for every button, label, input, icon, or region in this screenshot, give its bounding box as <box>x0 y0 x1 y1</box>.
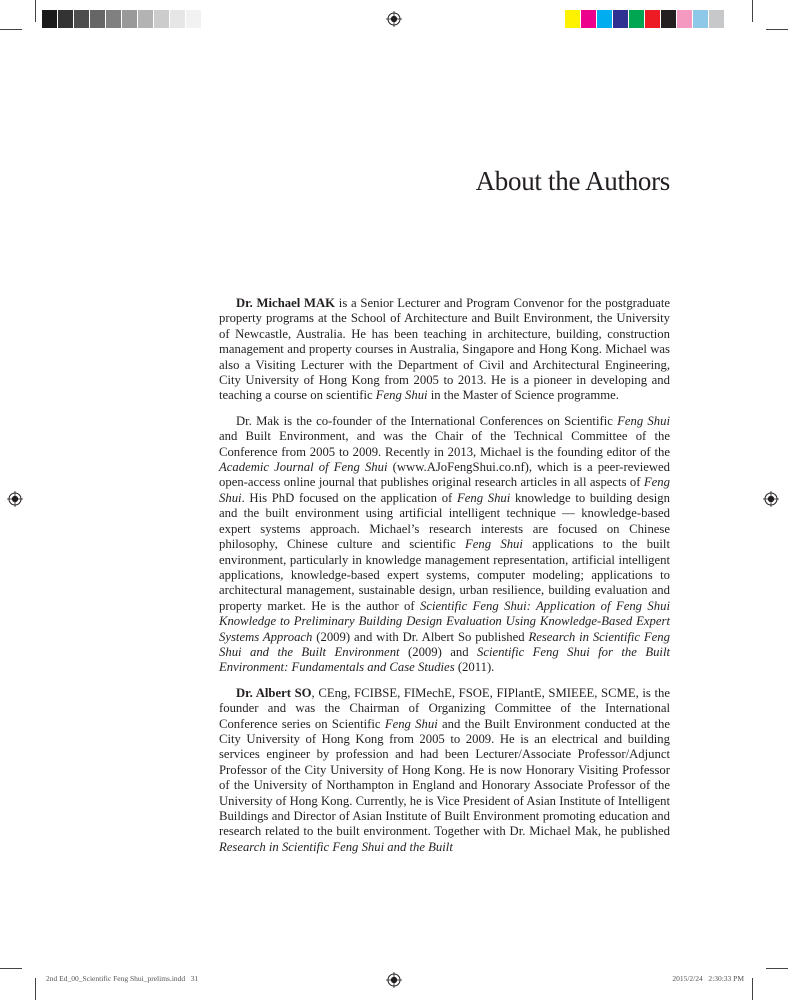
crop-mark <box>35 978 36 1000</box>
text-run: (2011). <box>454 660 495 675</box>
color-swatch <box>581 10 597 28</box>
italic-term: Research in Scientific Feng Shui and the Built Environment <box>219 629 670 659</box>
color-swatch <box>629 10 645 28</box>
italic-term: Academic Journal of Feng Shui <box>219 460 388 475</box>
registration-mark-icon <box>7 491 23 507</box>
color-swatch <box>661 10 677 28</box>
slug-timestamp: 2015/2/24 2:30:33 PM <box>672 974 744 983</box>
italic-term: Scientific Feng Shui: Application of Feng Shui Knowledge to Preliminary Building Design Evaluation Using Knowledge-Based Expert Systems Approach <box>219 598 670 644</box>
color-swatch <box>74 10 90 28</box>
crop-mark <box>0 968 22 969</box>
color-swatch <box>170 10 186 28</box>
color-bar <box>565 10 725 28</box>
crop-mark <box>0 29 22 30</box>
italic-term: Feng Shui <box>384 716 438 731</box>
crop-mark <box>752 0 753 22</box>
text-run: (2009) and with Dr. Albert So published <box>312 629 529 644</box>
paragraph-so-bio <box>219 686 670 855</box>
text-run: in the Master of Science programme. <box>427 388 619 403</box>
text-run: and the Built Environment conducted at the City University of Hong Kong from 2005 to 2009. He is an electrical and building services engineer by profession and had been Lecturer/Associate Professor/Adjunct Professor of the City University of Hong Kong. He is now Honorary Visiting Professor of the University of Northampton in England and Honorary Associate Professor of the University of Hong Kong. Currently, he is Vice President of Asian Institute of Intelligent Buildings and Director of Asian Institute of Built Environment promoting education and research related to the built environment. Together with Dr. Michael Mak, he published <box>219 716 670 839</box>
color-swatch <box>645 10 661 28</box>
italic-term: Feng Shui <box>456 490 511 505</box>
crop-mark <box>35 0 36 22</box>
italic-term: Feng Shui <box>375 388 428 403</box>
color-swatch <box>122 10 138 28</box>
crop-mark <box>766 29 788 30</box>
grayscale-bar <box>42 10 218 28</box>
text-run: (2009) and <box>399 644 478 659</box>
color-swatch <box>58 10 74 28</box>
registration-mark-icon <box>386 11 402 27</box>
color-swatch <box>186 10 202 28</box>
color-swatch <box>154 10 170 28</box>
text-run: Dr. Mak is the co-founder of the International Conferences on Scientific <box>236 413 618 428</box>
color-swatch <box>202 10 218 28</box>
color-swatch <box>677 10 693 28</box>
paragraph-mak-bio <box>219 296 670 404</box>
color-swatch <box>693 10 709 28</box>
body-text <box>219 296 670 855</box>
color-swatch <box>709 10 725 28</box>
color-swatch <box>597 10 613 28</box>
text-run: knowledge to building design and the built environment using artificial intelligent technique — knowledge-based expert systems approach. Michael’s research interests are focused on Chinese philosophy, Chinese culture and scientific <box>219 490 670 552</box>
slug-filename: 2nd Ed_00_Scientific Feng Shui_prelims.indd 31 <box>46 974 199 983</box>
text-run: , CEng, FCIBSE, FIMechE, FSOE, FIPlantE, SMIEEE, SCME, is the founder and was the Chairman of Organizing Committee of the International Conference series on Scientific <box>219 685 670 731</box>
italic-term: Research in Scientific Feng Shui and the Built <box>219 839 453 854</box>
page-title: About the Authors <box>475 166 670 196</box>
color-swatch <box>90 10 106 28</box>
paragraph-mak-research <box>219 414 670 676</box>
registration-mark-icon <box>763 491 779 507</box>
italic-term: Scientific Feng Shui for the Built Environment: Fundamentals and Case Studies <box>219 644 670 675</box>
italic-term: Feng Shui <box>617 413 670 428</box>
color-swatch <box>565 10 581 28</box>
color-swatch <box>106 10 122 28</box>
color-swatch <box>42 10 58 28</box>
author-name: Dr. Albert SO <box>236 685 312 700</box>
color-swatch <box>138 10 154 28</box>
text-run: and Built Environment, and was the Chair of the Technical Committee of the Conference from 2005 to 2009. Recently in 2013, Michael is the founding editor of the <box>219 429 670 459</box>
italic-term: Feng Shui <box>219 475 670 505</box>
text-run: applications to the built environment, particularly in knowledge management representation, artificial intelligent applications, knowledge-based expert systems, computer modeling; applications to architectural management, sustainable design, urban resilience, building evaluation and property market. He is the author of <box>219 537 670 613</box>
crop-mark <box>752 978 753 1000</box>
registration-mark-icon <box>386 972 402 988</box>
text-run: . His PhD focused on the application of <box>241 490 457 505</box>
color-swatch <box>613 10 629 28</box>
text-run: (www.AJoFengShui.co.nf), which is a peer-reviewed open-access online journal that publishes original research articles in all aspects of <box>219 460 671 490</box>
italic-term: Feng Shui <box>465 537 523 552</box>
crop-mark <box>766 968 788 969</box>
author-name: Dr. Michael MAK <box>236 296 336 310</box>
text-run: is a Senior Lecturer and Program Convenor for the postgraduate property programs at the School of Architecture and Built Environment, the University of Newcastle, Australia. He has been teaching in architecture, building, construction management and property courses in Australia, Singapore and Hong Kong. Michael was also a Visiting Lecturer with the Department of Civil and Architectural Engineering, City University of Hong Kong from 2005 to 2013. He is a pioneer in developing and teaching a course on scientific <box>219 296 670 403</box>
